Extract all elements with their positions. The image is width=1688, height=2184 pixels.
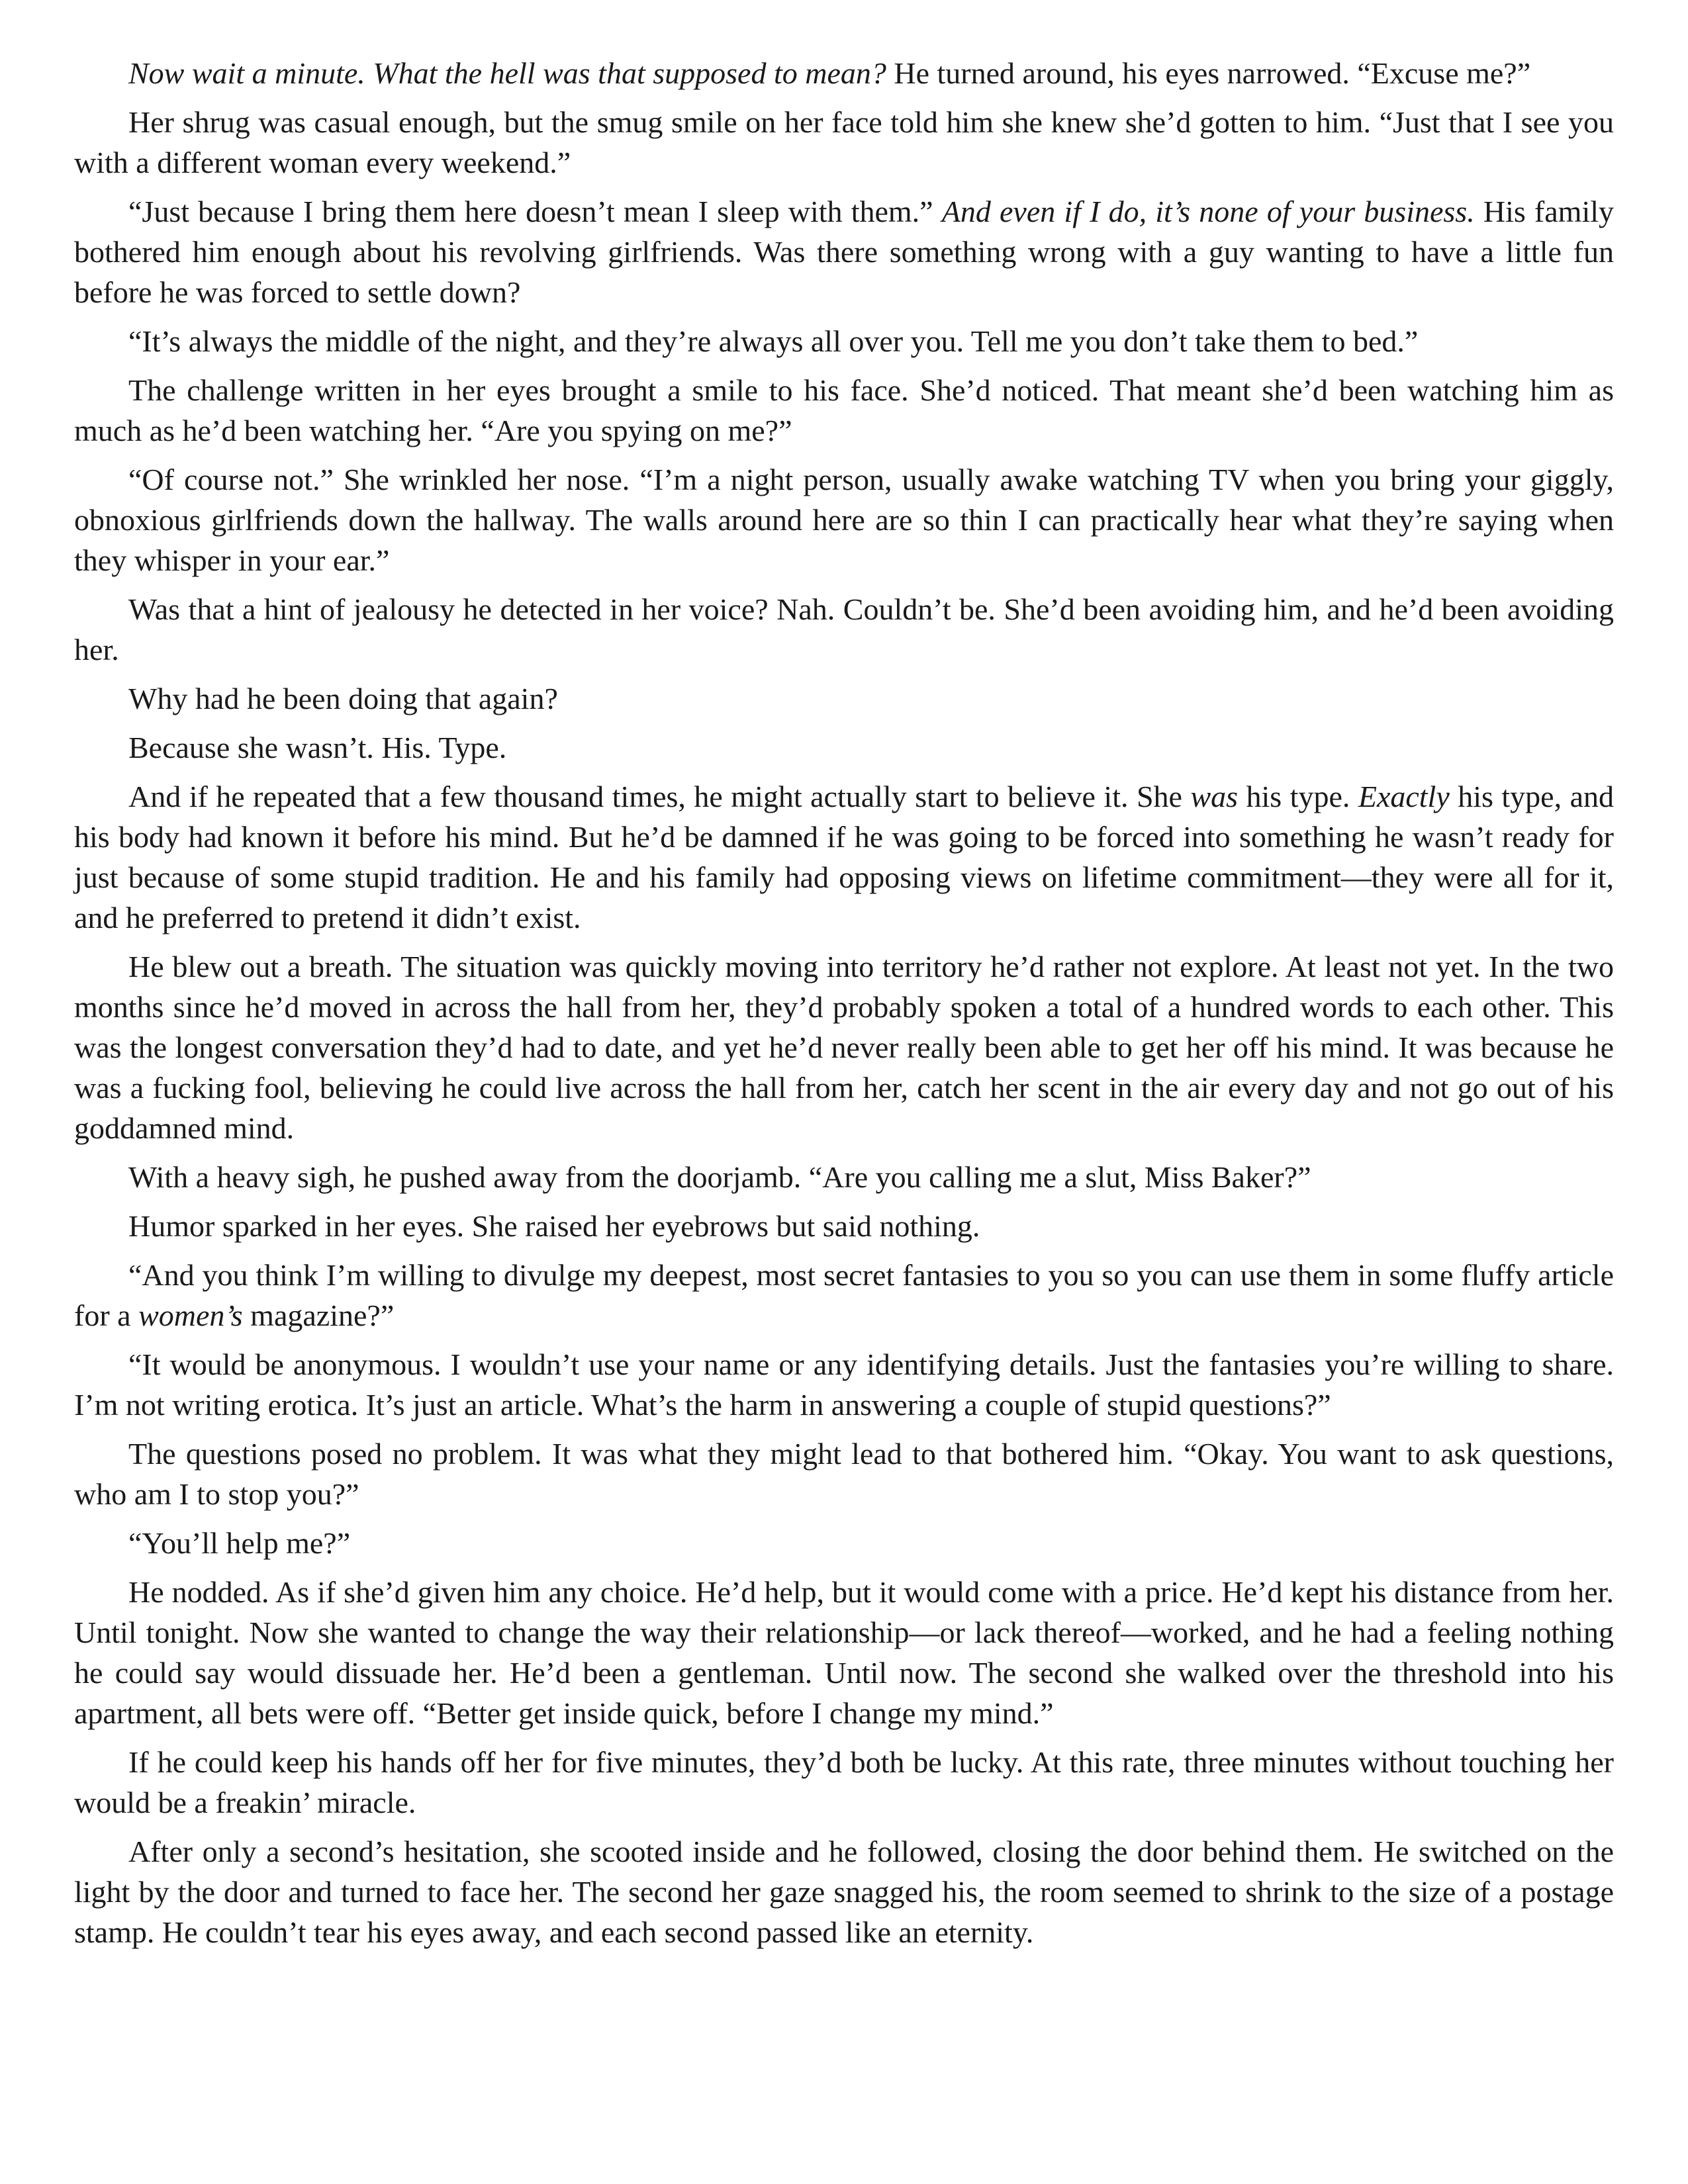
paragraph: [74, 1344, 1614, 1425]
paragraph: [74, 1206, 1614, 1246]
paragraph: [74, 53, 1614, 93]
text-run: The challenge written in her eyes brought a smile to his face. She’d noticed. That meant she’d been watching him as much as he’d been watching her. “Are you spying on me?”: [74, 373, 1614, 447]
paragraph: [74, 727, 1614, 768]
paragraph: [74, 1831, 1614, 1952]
text-run: The questions posed no problem. It was what they might lead to that bothered him. “Okay. You want to ask questions, who am I to stop you?”: [74, 1437, 1614, 1511]
paragraph: [74, 1433, 1614, 1514]
text-run: magazine?”: [242, 1298, 395, 1332]
text-run: He blew out a breath. The situation was quickly moving into territory he’d rather not explore. At least not yet. In the two months since he’d moved in across the hall from her, they’d probably spoken a total of a hundred words to each other. This was the longest conversation they’d had to date, and yet he’d never really been able to get her off his mind. It was because he was a fucking fool, believing he could live across the hall from her, catch her scent in the air every day and not go out of his goddamned mind.: [74, 950, 1614, 1145]
paragraph: [74, 1572, 1614, 1733]
text-run: After only a second’s hesitation, she scooted inside and he followed, closing the door behind them. He switched on the light by the door and turned to face her. The second her gaze snagged his, the room seemed to shrink to the size of a postage stamp. He couldn’t tear his eyes away, and each second passed like an eternity.: [74, 1835, 1614, 1949]
text-run: Humor sparked in her eyes. She raised her eyebrows but said nothing.: [128, 1209, 980, 1243]
book-page: [74, 53, 1614, 1961]
italic-text: was: [1190, 780, 1239, 813]
text-run: “Of course not.” She wrinkled her nose. “I’m a night person, usually awake watching TV when you bring your giggly, obnoxious girlfriends down the hallway. The walls around here are so thin I can practically hear what they’re saying when they whisper in your ear.”: [74, 463, 1614, 577]
text-run: “And you think I’m willing to divulge my deepest, most secret fantasies to you so you can use them in some fluffy article for a: [74, 1258, 1614, 1332]
paragraph: [74, 1742, 1614, 1823]
text-run: “It’s always the middle of the night, and they’re always all over you. Tell me you don’t take them to bed.”: [128, 324, 1419, 358]
text-run: Her shrug was casual enough, but the smug smile on her face told him she knew she’d gotten to him. “Just that I see you with a different woman every weekend.”: [74, 105, 1614, 179]
paragraph: [74, 321, 1614, 361]
paragraph: [74, 589, 1614, 670]
paragraph: [74, 1255, 1614, 1336]
text-run: “You’ll help me?”: [128, 1526, 351, 1560]
text-run: His family bothered him enough about his revolving girlfriends. Was there something wrong with a guy wanting to have a little fun before he was forced to settle down?: [74, 195, 1615, 309]
paragraph: [74, 1523, 1614, 1563]
paragraph: [74, 678, 1614, 719]
text-run: his type, and his body had known it before his mind. But he’d be damned if he was going to be forced into something he wasn’t ready for just because of some stupid tradition. He and his family had opposing views on lifetime commitment—they were all for it, and he preferred to pretend it didn’t exist.: [74, 780, 1614, 934]
paragraph: [74, 1157, 1614, 1197]
italic-text: women’s: [138, 1298, 243, 1332]
text-run: “It would be anonymous. I wouldn’t use your name or any identifying details. Just the fantasies you’re willing to share. I’m not writing erotica. It’s just an article. What’s the harm in answering a couple of stupid questions?”: [74, 1347, 1614, 1422]
text-run: He turned around, his eyes narrowed. “Excuse me?”: [886, 56, 1531, 90]
paragraph: [74, 191, 1614, 312]
italic-text: Now wait a minute. What the hell was that supposed to mean?: [128, 56, 886, 90]
text-run: With a heavy sigh, he pushed away from the doorjamb. “Are you calling me a slut, Miss Baker?”: [128, 1160, 1311, 1194]
paragraph: [74, 370, 1614, 451]
paragraph: [74, 459, 1614, 580]
paragraph: [74, 946, 1614, 1148]
italic-text: And even if I do, it’s none of your business.: [941, 195, 1475, 228]
text-run: And if he repeated that a few thousand times, he might actually start to believe it. She: [128, 780, 1191, 813]
paragraph: [74, 102, 1614, 183]
paragraph: [74, 776, 1614, 938]
text-run: Because she wasn’t. His. Type.: [128, 731, 507, 764]
text-run: He nodded. As if she’d given him any choice. He’d help, but it would come with a price. He’d kept his distance from her. Until tonight. Now she wanted to change the way their relationship—or lack thereof—worked, and he had a feeling nothing he could say would dissuade her. He’d been a gentleman. Until now. The second she walked over the threshold into his apartment, all bets were off. “Better get inside quick, before I change my mind.”: [74, 1575, 1614, 1730]
italic-text: Exactly: [1358, 780, 1450, 813]
text-run: “Just because I bring them here doesn’t mean I sleep with them.”: [128, 195, 942, 228]
text-run: his type.: [1238, 780, 1358, 813]
text-run: Why had he been doing that again?: [128, 682, 558, 715]
text-run: Was that a hint of jealousy he detected in her voice? Nah. Couldn’t be. She’d been avoiding him, and he’d been avoiding her.: [74, 592, 1614, 666]
text-run: If he could keep his hands off her for five minutes, they’d both be lucky. At this rate, three minutes without touching her would be a freakin’ miracle.: [74, 1745, 1614, 1819]
